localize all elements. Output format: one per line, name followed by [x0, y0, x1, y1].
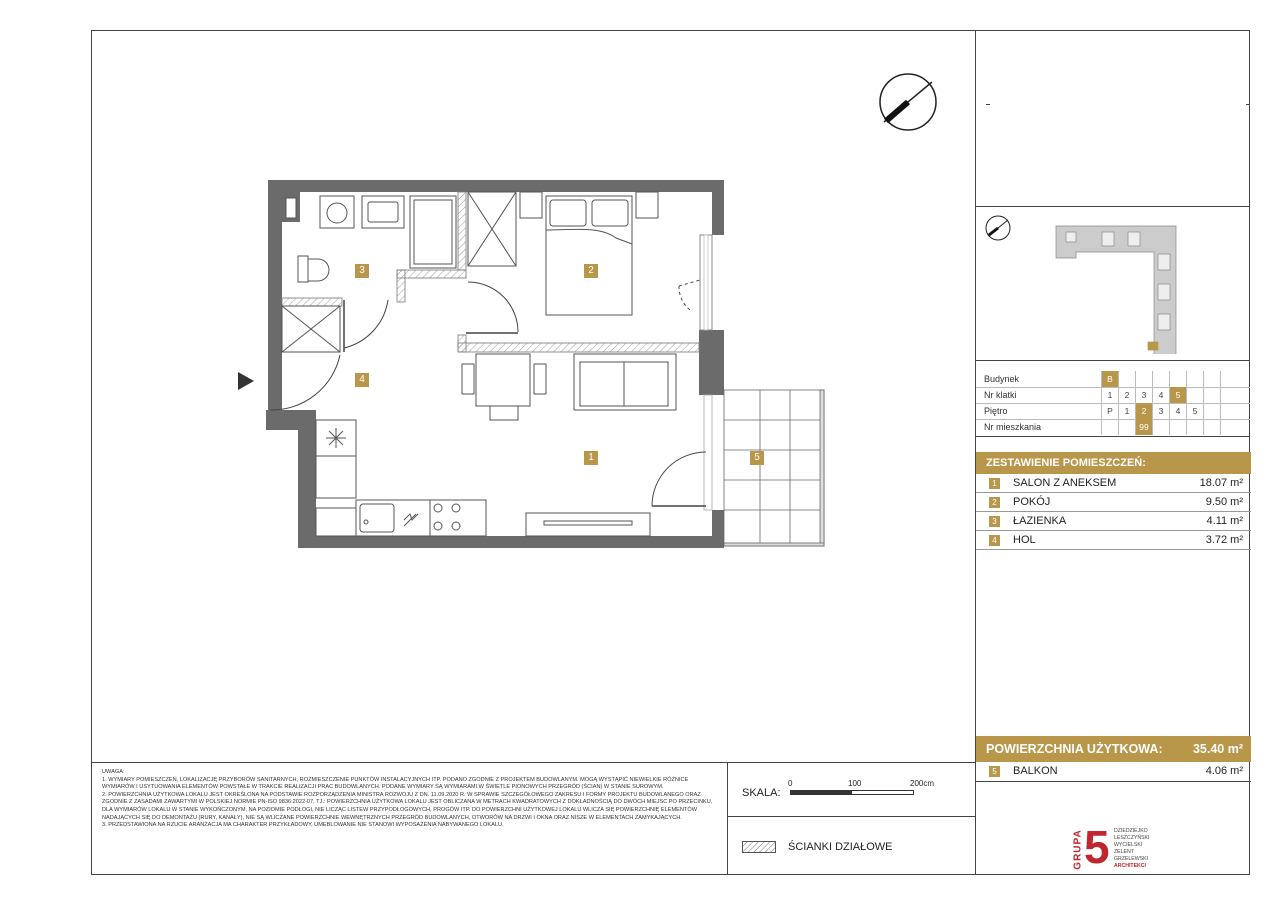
- bed: [520, 192, 658, 315]
- room-tag-5: 5: [750, 451, 764, 465]
- floor-plan: [92, 31, 976, 761]
- room-row: [976, 531, 1251, 550]
- legend-box: [728, 817, 975, 875]
- row-pietro: [976, 403, 1251, 419]
- compass-icon: [880, 74, 936, 130]
- logo-digit: 5: [1084, 821, 1110, 873]
- room-row: [976, 493, 1251, 512]
- room-number: 4: [989, 535, 1000, 546]
- logo-vertical-text: GRUPA: [1072, 829, 1084, 870]
- row-mieszkanie: [976, 419, 1251, 435]
- rooms-heading: ZESTAWIENIE POMIESZCZEŃ:: [976, 452, 1251, 474]
- klatka-label: Nr klatki: [984, 390, 1017, 400]
- pietro-option: 1: [1118, 403, 1135, 419]
- pietro-option: 3: [1152, 403, 1169, 419]
- pietro-selected: 2: [1135, 403, 1152, 419]
- room-area: 4.11 m²: [1206, 515, 1243, 527]
- room-number: 3: [989, 516, 1000, 527]
- pietro-option: 5: [1186, 403, 1203, 419]
- room-name: HOL: [1013, 534, 1036, 546]
- company-logo: [1072, 821, 1232, 873]
- room-tag-2: 2: [584, 264, 598, 278]
- pietro-option: P: [1101, 403, 1118, 419]
- scale-box: [728, 762, 975, 817]
- room-tag-1: 1: [584, 451, 598, 465]
- room-row: [976, 512, 1251, 531]
- kitchen-unit: [316, 420, 650, 536]
- klatka-option: 4: [1152, 387, 1169, 403]
- budynek-value: B: [1101, 371, 1118, 387]
- hatch-swatch-icon: [742, 841, 776, 853]
- total-area-bar: [976, 736, 1251, 762]
- legend-label: ŚCIANKI DZIAŁOWE: [788, 841, 893, 853]
- row-klatka: [976, 387, 1251, 403]
- total-value: 35.40 m²: [1192, 742, 1243, 756]
- note-item: 3. PRZEDSTAWIONA NA RZUCIE ARANŻACJA MA CHARAKTER PRZYKŁADOWY, UMEBLOWANIE NIE STANOWI WYPOSAŻENIA NABYWANEGO LOKALU.: [102, 822, 504, 829]
- room-area: 9.50 m²: [1205, 496, 1243, 508]
- logo-text: DZIEDZIEJKO LESZCZYŃSKI WYCIELSKI ZELENT GRZELEWSKI ARCHITEKCI: [1114, 828, 1150, 869]
- scale-label: SKALA:: [742, 787, 781, 799]
- klatka-selected: 5: [1169, 387, 1186, 403]
- dining-set: [462, 354, 546, 420]
- pietro-option: 4: [1169, 403, 1186, 419]
- balcony-row: [976, 762, 1251, 782]
- room-tag-4: 4: [355, 373, 369, 387]
- room-area: 4.06 m²: [1205, 765, 1243, 777]
- room-name: BALKON: [1013, 765, 1058, 777]
- pietro-label: Piętro: [984, 406, 1008, 416]
- scale-tick-100: 100: [848, 779, 862, 788]
- room-number: 2: [989, 497, 1000, 508]
- total-label: POWIERZCHNIA UŻYTKOWA:: [986, 742, 1163, 756]
- row-budynek: [976, 371, 1251, 387]
- notes-box: [92, 762, 728, 874]
- balcony: [724, 390, 824, 546]
- room-number: 1: [989, 478, 1000, 489]
- mieszkanie-label: Nr mieszkania: [984, 422, 1042, 432]
- key-plan-map: [984, 214, 1244, 354]
- budynek-label: Budynek: [984, 374, 1020, 384]
- note-item: 1. WYMIARY POMIESZCZEŃ, LOKALIZACJĘ PRZYBORÓW SANITARNYCH, ROZMIESZCZENIE PUNKTÓW INSTALACYJNYCH ITP. PODANO ZGODNIE Z PROJEKTEM BUDOWLANYM. MOGĄ WYSTĄPIĆ NIEWIELKIE RÓŻNICE WYMIARÓW I USYTUOWANIA ELEMENTÓW POWSTAŁE W TRAKCIE REALIZACJI PRAC BUDOWLANYCH. PODANE WYMIARY SĄ WYMIARAMI W ŚWIETLE PIONOWYCH PRZEGRÓD (ŚCIAN) W STANIE SUROWYM.: [102, 776, 689, 791]
- small-compass-icon: [986, 216, 1010, 240]
- outer-walls: [266, 180, 724, 548]
- room-area: 18.07 m²: [1199, 477, 1243, 489]
- note-item: 2. POWIERZCHNIA UŻYTKOWA LOKALU JEST OKREŚLONA NA PODSTAWIE ROZPORZĄDZENIA MINISTRA ROZWOJU Z DN. 11.09.2020 R. W SPRAWIE SZCZEGÓŁOWEGO ZAKRESU I FORMY PROJEKTU BUDOWLANEGO ORAZ ZGODNIE Z ZASADAMI ZAWARTYMI W POLSKIEJ NORMIE PN-ISO 9836:2022-07, TJ.: POWIERZCHNIA UŻYTKOWA LOKALU JEST OBLICZANA W METRACH KWADRATOWYCH Z DOKŁADNOŚCIĄ DO DWÓCH MIEJSC PO PRZECINKU, DLA WYMIARÓW LOKALU W STANIE WYKOŃCZONYM, NA POZIOMIE PODŁOGI, NIE LICZĄC LISTEW PRZYPODŁOGOWYCH, PROGÓW ITP. DO POWIERZCHNI UŻYTKOWEJ LOKALU WLICZA SIĘ POWIERZCHNIĘ ELEMENTÓW NADAJĄCYCH SIĘ DO DEMONTAŻU (RURY, KANAŁY), NIE SĄ WLICZANE POWIERZCHNIE WEWNĘTRZNYCH PRZEGRÓD BUDOWLANYCH, OTWORÓW NA DRZWI I OKNA ORAZ NISZE W ELEMENTACH ZAMYKAJĄCYCH.: [102, 791, 713, 821]
- room-name: ŁAZIENKA: [1013, 515, 1067, 527]
- room-name: POKÓJ: [1013, 496, 1051, 508]
- mieszkanie-value: 99: [1135, 419, 1152, 435]
- room-tag-3: 3: [355, 264, 369, 278]
- klatka-option: 3: [1135, 387, 1152, 403]
- scale-tick-0: 0: [788, 779, 793, 788]
- info-panel: [975, 30, 1250, 875]
- klatka-option: 1: [1101, 387, 1118, 403]
- sofa: [574, 354, 676, 410]
- entrance-arrow-icon: [238, 372, 254, 390]
- room-row: [976, 474, 1251, 493]
- room-number: 5: [989, 766, 1000, 777]
- notes-title: UWAGA:: [102, 769, 125, 775]
- scale-bar: [790, 790, 914, 795]
- doors: [270, 280, 706, 506]
- room-area: 3.72 m²: [1205, 534, 1243, 546]
- wardrobe: [468, 192, 516, 266]
- klatka-option: 2: [1118, 387, 1135, 403]
- room-name: SALON Z ANEKSEM: [1013, 477, 1117, 489]
- scale-tick-200: 200cm: [910, 779, 935, 788]
